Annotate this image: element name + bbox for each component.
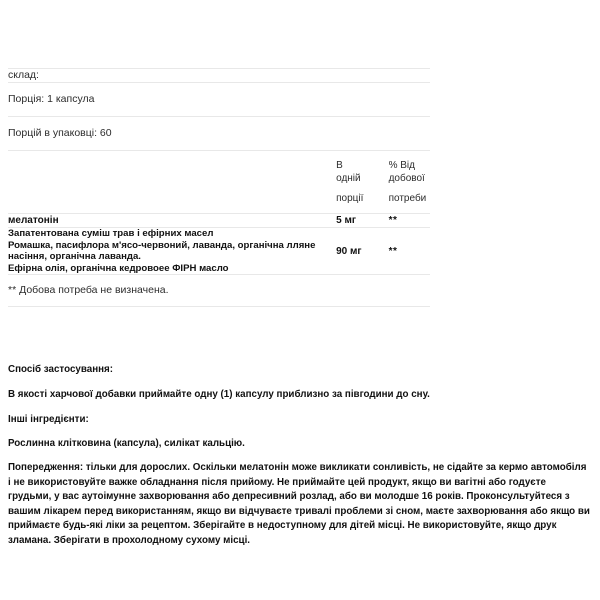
composition-dv xyxy=(389,69,430,83)
table-header-row xyxy=(8,151,430,214)
serving-size-label: Порція: 1 капсула xyxy=(8,93,95,105)
warning-section xyxy=(8,461,592,549)
servings-per-container-dv xyxy=(389,117,430,151)
header-spacer-2 xyxy=(389,185,430,192)
header-amount-per-serving: В одній порції xyxy=(336,151,388,214)
header-spacer xyxy=(336,185,388,192)
composition-label: склад: xyxy=(8,69,39,81)
supplement-facts-table xyxy=(8,68,430,307)
usage-text-wrapper xyxy=(8,388,592,402)
table-row-melatonin xyxy=(8,214,430,228)
table-row-composition xyxy=(8,69,430,83)
melatonin-name: мелатонін xyxy=(8,215,59,226)
usage-text: В якості харчової добавки приймайте одну (1) капсулу приблизно за півгодини до сну. xyxy=(8,389,430,400)
servings-per-container-amount xyxy=(336,117,388,151)
herbal-blend-amount: 90 мг xyxy=(336,245,362,257)
other-ingredients-text: Рослинна клітковина (капсула), силікат кальцію. xyxy=(8,438,245,449)
herbal-blend-daily-value: ** xyxy=(388,245,398,257)
melatonin-daily-value: ** xyxy=(388,215,398,226)
melatonin-amount: 5 мг xyxy=(336,215,357,226)
table-row-footnote xyxy=(8,275,430,307)
other-ingredients-heading: Інші інгредієнти: xyxy=(8,414,89,425)
warning-text: Попередження: тільки для дорослих. Оскільки мелатонін може викликати сонливість, не сідайте за кермо автомобіля і не використовуйте важке обладнання після прийому. Не приймайте цей продукт, якщо ви вагітні або годуєте грудьми, у вас аутоімунне захворювання або депресивний розлад, або ви молодше 16 років. Проконсультуйтеся з вашим лікарем перед використанням, якщо ви відчуваєте тривалі проблеми зі сном, маєте захворювання або якщо ви приймаєте будь-які ліки за рецептом. Зберігайте в недоступному для дітей місці. Не використовуйте, якщо друк зламана. Зберігати в прохолодному сухому місці. xyxy=(8,462,590,546)
table-row-herbal-blend xyxy=(8,228,430,275)
daily-value-footnote: ** Добова потреба не визначена. xyxy=(8,284,169,297)
table-row-servings-per-container xyxy=(8,117,430,151)
header-percent-daily-value: % Від добової потреби xyxy=(389,151,430,214)
header-blank xyxy=(8,151,336,214)
servings-per-container-label: Порцій в упаковці: 60 xyxy=(8,127,112,139)
composition-amount xyxy=(336,69,388,83)
serving-size-dv xyxy=(389,83,430,117)
table-row-serving-size xyxy=(8,83,430,117)
usage-heading: Спосіб застосування: xyxy=(8,364,114,375)
other-ingredients-section xyxy=(8,413,592,427)
usage-section xyxy=(8,363,592,377)
herbal-blend-name xyxy=(8,228,336,275)
serving-size-amount xyxy=(336,83,388,117)
other-ingredients-text-wrapper xyxy=(8,437,592,451)
herbal-blend-name-lines: Запатентована суміш трав і ефірних масел Ромашка, пасифлора м'ясо-червоний, лаванда, органічна лляне насіння, органічна лаванда. Ефірна олія, органічна кедровоее ФІРН масло xyxy=(8,228,316,274)
